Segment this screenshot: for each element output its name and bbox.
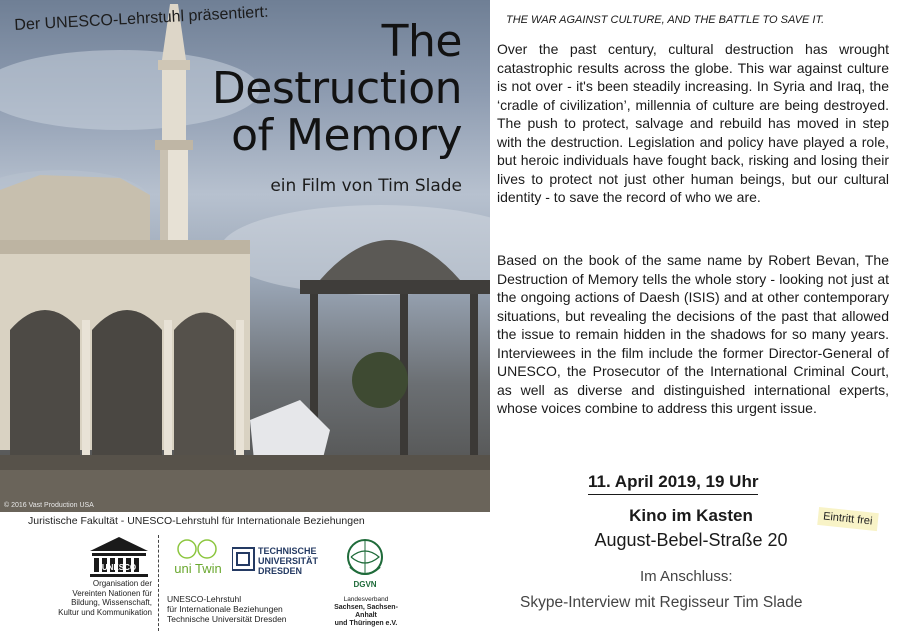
unesco-caption — [56, 579, 152, 617]
dgvn-caption — [325, 596, 407, 628]
unitwin-logo-icon — [167, 537, 229, 579]
article-paragraph-2: Based on the book of the same name by Robert Bevan, The Destruction of Memory tells the whole story - looking not just at the ongoing actions of Daesh (ISIS) and at other contemporary situations, but revealing the decisions of the past that allowed the issue to remain hidden in the shadows for so many years. Interviewees in the film include the former Director-General of UNESCO, the Prosecutor of the International Criminal Court, as well as diverse and distinguished international experts, whose voices combine to address this urgent issue. — [497, 252, 889, 416]
tud-text-line: DRESDEN — [258, 566, 303, 576]
entry-free-note: Eintritt frei — [817, 507, 878, 531]
unesco-caption-line: Vereinten Nationen für — [72, 588, 152, 598]
unitwin-caption-line: UNESCO-Lehrstuhl — [167, 594, 242, 604]
film-poster — [0, 0, 490, 512]
unesco-logo-text: UNESCO — [101, 563, 137, 572]
dgvn-caption-line: Landesverband — [343, 596, 389, 603]
unitwin-caption-line: Technische Universität Dresden — [167, 614, 287, 624]
copyright-notice: © 2016 Vast Production USA — [4, 502, 94, 509]
unitwin-caption-line: für Internationale Beziehungen — [167, 604, 283, 614]
film-title — [212, 18, 462, 159]
unesco-caption-line: Kultur und Kommunikation — [58, 607, 152, 617]
event-date: 11. April 2019 — [588, 472, 697, 491]
unesco-caption-line: Bildung, Wissenschaft, — [71, 598, 152, 607]
article-headline: THE WAR AGAINST CULTURE, AND THE BATTLE TO SAVE IT. — [506, 14, 825, 26]
film-title-line-2: Destruction — [211, 63, 462, 114]
footer-divider — [158, 535, 159, 631]
event-datetime — [588, 472, 758, 495]
event-venue: Kino im Kasten — [629, 506, 753, 525]
article-paragraph-1: Over the past century, cultural destruction has wrought catastrophic results across the globe. This war against culture is not over - it's been steadily increasing. In Syria and Iraq, the ‘cradle of civilization’, millennia of culture are being destroyed. The push to protect, salvage and rebuild has moved in step with the destruction. Legislation and policy have played a role, but heroic individuals have fought back, risking and losing their lives to protect not just other human beings, but our cultural identity - to save the record of who we are. — [497, 41, 889, 205]
dgvn-logo-text: DGVN — [353, 580, 377, 589]
unitwin-caption — [167, 594, 287, 624]
film-title-line-3: of Memory — [231, 110, 462, 161]
followup-label: Im Anschluss: — [640, 568, 733, 585]
film-subtitle: ein Film von Tim Slade — [270, 176, 462, 196]
tud-logo-text — [258, 546, 318, 576]
dgvn-caption-line: und Thüringen e.V. — [334, 620, 398, 627]
event-address: August-Bebel-Straße 20 — [594, 530, 788, 550]
unesco-caption-line: Organisation der — [92, 579, 152, 588]
dgvn-logo-icon — [345, 537, 385, 589]
followup-description: Skype-Interview mit Regisseur Tim Slade — [520, 594, 803, 611]
event-datetime-separator: , — [696, 472, 701, 491]
tud-text-line: UNIVERSITÄT — [258, 556, 319, 566]
event-time: 19 Uhr — [705, 472, 759, 491]
film-title-line-1: The — [381, 16, 462, 67]
presenter-text: Der UNESCO-Lehrstuhl präsentiert: — [14, 3, 269, 34]
unitwin-logo-text: uni Twin — [174, 561, 222, 576]
tud-text-line: TECHNISCHE — [258, 546, 317, 556]
faculty-line: Juristische Fakultät - UNESCO-Lehrstuhl für Internationale Beziehungen — [28, 515, 365, 527]
dgvn-caption-line: Sachsen, Sachsen-Anhalt — [334, 604, 398, 619]
